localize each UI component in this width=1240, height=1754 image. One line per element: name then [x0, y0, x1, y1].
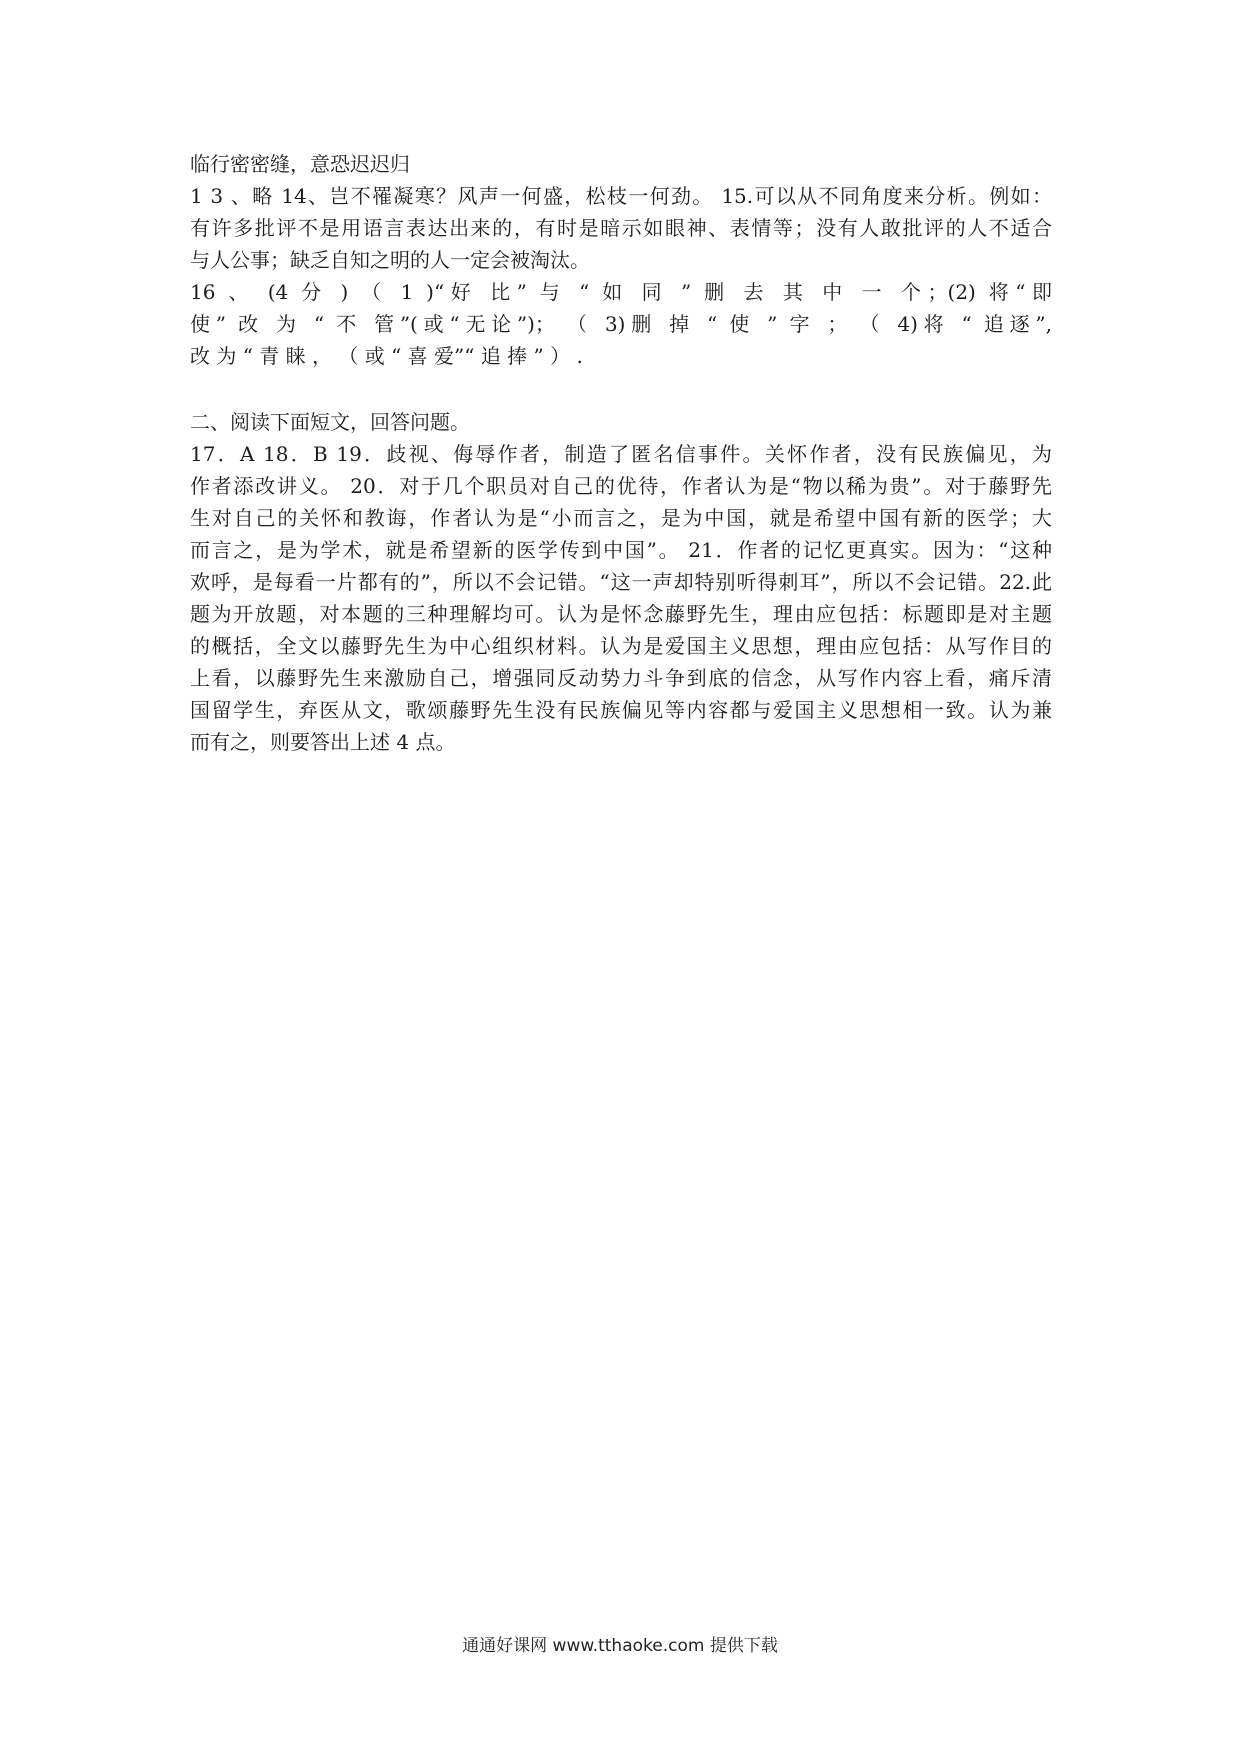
answer-line-6: 使” 改 为 “ 不 管”(或“无论”)； （ 3)删 掉 “ 使 ” 字 ； （ 4)将 “ 追逐”, — [190, 312, 1052, 336]
reading-answer-line-2: 作者添改讲义。 20．对于几个职员对自己的优待，作者认为是“物以稀为贵”。对于藤野先 — [190, 474, 1052, 498]
reading-answer-line-8: 上看，以藤野先生来激励自己，增强同反动势力斗争到底的信念，从写作内容上看，痛斥清 — [190, 666, 1052, 690]
reading-answer-line-7: 的概括，全文以藤野先生为中心组织材料。认为是爱国主义思想，理由应包括：从写作目的 — [190, 634, 1052, 658]
reading-answer-line-3: 生对自己的关怀和教诲，作者认为是“小而言之，是为中国，就是希望中国有新的医学；大 — [190, 506, 1052, 530]
answer-line-1: 临行密密缝，意恐迟迟归 — [190, 152, 410, 176]
answer-document — [190, 148, 1052, 758]
answer-line-5: 16 、 (4 分 ) （ 1 )“好 比” 与 “ 如 同 ” 删 去 其 中 一 个；(2) 将“即 — [190, 280, 1052, 304]
reading-answer-line-4: 而言之，是为学术，就是希望新的医学传到中国”。 21．作者的记忆更真实。因为：“这种 — [190, 538, 1052, 562]
page-footer: 通通好课网 www.tthaoke.com 提供下载 — [462, 1636, 778, 1656]
reading-answer-line-5: 欢呼，是每看一片都有的”，所以不会记错。“这一声却特别听得刺耳”，所以不会记错。22.此 — [190, 570, 1052, 594]
answer-line-3: 有许多批评不是用语言表达出来的，有时是暗示如眼神、表情等；没有人敢批评的人不适合 — [190, 216, 1052, 240]
reading-answer-line-6: 题为开放题，对本题的三种理解均可。认为是怀念藤野先生，理由应包括：标题即是对主题 — [190, 602, 1052, 626]
reading-answer-line-10: 而有之，则要答出上述 4 点。 — [190, 730, 456, 754]
reading-answer-line-9: 国留学生，弃医从文，歌颂藤野先生没有民族偏见等内容都与爱国主义思想相一致。认为兼 — [190, 698, 1052, 722]
reading-answer-line-1: 17．A 18．B 19．歧视、侮辱作者，制造了匿名信事件。关怀作者，没有民族偏见，为 — [190, 442, 1052, 466]
answer-line-4: 与人公事；缺乏自知之明的人一定会被淘汰。 — [190, 248, 590, 272]
answer-line-2: 1 3 、略 14、岂不罹凝寒？风声一何盛，松枝一何劲。 15.可以从不同角度来分析。例如： — [190, 184, 1052, 208]
answer-line-7: 改 为 “ 青 睐 ， （ 或 “ 喜 爱”“ 追 捧 ” ） . — [190, 344, 583, 368]
section-heading: 二、阅读下面短文，回答问题。 — [190, 410, 470, 434]
section-spacer — [190, 372, 1052, 406]
